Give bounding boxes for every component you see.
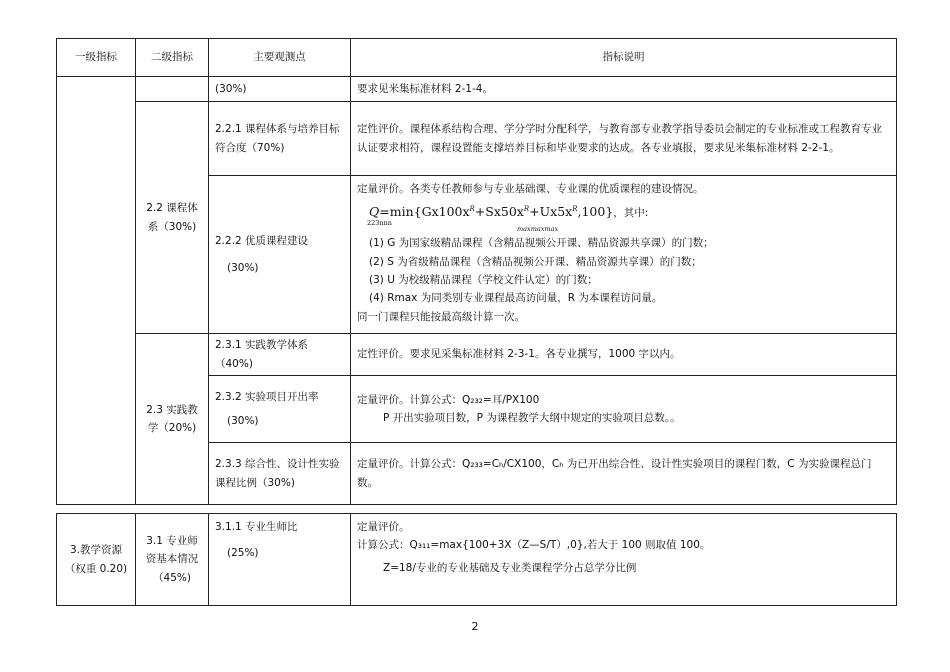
observation-cell (209, 176, 351, 334)
description-line: 定量评价。 (357, 521, 410, 533)
description-cell: 定性评价。要求见采集标准材料 2-3-1。各专业撰写，1000 字以内。 (351, 334, 897, 376)
description-line: P 开出实验项目数，P 为课程教学大纲中规定的实验项目总数。。 (383, 412, 681, 424)
observation-cell: 2.3.3 综合性、设计性实验课程比例（30%) (209, 443, 351, 505)
description-cell: 要求见米集标准材料 2-1-4。 (351, 77, 897, 102)
observation-cell: 2.2.1 课程体系与培养目标符合度（70%) (209, 102, 351, 176)
observation-title: 3.1.1 专业生师比 (215, 521, 298, 533)
header-description: 指标说明 (351, 39, 897, 77)
observation-title: 2.3.2 实验项目开出率 (215, 390, 319, 403)
description-line: Z=18/专业的专业基础及专业类课程学分占总学分比例 (383, 561, 637, 574)
page-number: 2 (471, 620, 479, 633)
observation-cell: (30%) (209, 77, 351, 102)
table-row (57, 334, 897, 376)
header-row (57, 39, 897, 77)
level2-cell: 2.2 课程体系（30%) (136, 102, 209, 334)
table-row (57, 102, 897, 176)
level1-cell-empty (57, 77, 136, 505)
description-cell: 定量评价。计算公式：Q₂₃₃=Cₕ/CX100，Cₕ 为已开出综合性、设计性实验项目的课程门数，C 为实验课程总门数。 (351, 443, 897, 505)
header-observation: 主要观测点 (209, 39, 351, 77)
list-item: (4) Rmax 为同类别专业课程最高访问量，R 为本课程访问量。 (369, 292, 663, 305)
formula-subscript: 223nnn (367, 218, 392, 227)
description-intro: 定量评价。各类专任教师参与专业基础课、专业课的优质课程的建设情况。 (357, 183, 704, 195)
level2-cell: 3.1 专业师资基本情况（45%) (136, 514, 209, 606)
observation-cell (209, 376, 351, 443)
description-cell (351, 514, 897, 606)
indicator-table (56, 38, 897, 505)
observation-weight: (30%) (227, 415, 259, 427)
header-level2: 二级指标 (136, 39, 209, 77)
description-cell (351, 376, 897, 443)
description-cell (351, 176, 897, 334)
table-row (57, 514, 897, 606)
description-cell: 定性评价。课程体系结构合理、学分学时分配科学，与教育部专业教学指导委员会制定的专业标准或工程教育专业认证要求相符，课程设置能支撑培养目标和毕业要求的达成。各专业填报，要求见米集标准材料 2-2-1。 (351, 102, 897, 176)
formula-max: maxmaxmax (517, 225, 559, 234)
level2-cell-empty (136, 77, 209, 102)
observation-cell: 2.3.1 实践教学体系（40%) (209, 334, 351, 376)
level1-cell: 3.教学资源（权重 0.20) (57, 514, 136, 606)
list-item: (3) U 为校级精品课程（学校文件认定）的门数； (369, 274, 598, 287)
level2-cell: 2.3 实践教学（20%) (136, 334, 209, 505)
course-formula: $Q=\min\{Gx100x^R+Sx50x^R+Ux5x^R,100\}$，其中: (369, 204, 649, 220)
observation-weight: (25%) (227, 547, 259, 560)
description-line: 计算公式：Q₃₁₁=max{100+3X（Z—S/T）,0},若大于 100 则取值 100。 (357, 539, 711, 552)
table-row (57, 77, 897, 102)
observation-weight: (30%) (227, 261, 259, 274)
description-line: 定量评价。计算公式：Q₂₃₂=耳/PX100 (357, 393, 540, 406)
list-item: (1) G 为国家级精品课程（含精品视频公开课、精品资源共享课）的门数； (369, 237, 714, 250)
indicator-table-section3 (56, 513, 897, 606)
list-item: (2) S 为省级精品课程（含精品视频公开课、精品资源共享课）的门数； (369, 255, 702, 268)
description-outro: 同一门课程只能按最高级计算一次。 (357, 310, 525, 323)
header-level1: 一级指标 (57, 39, 136, 77)
observation-title: 2.2.2 优质课程建设 (215, 235, 309, 248)
observation-cell (209, 514, 351, 606)
